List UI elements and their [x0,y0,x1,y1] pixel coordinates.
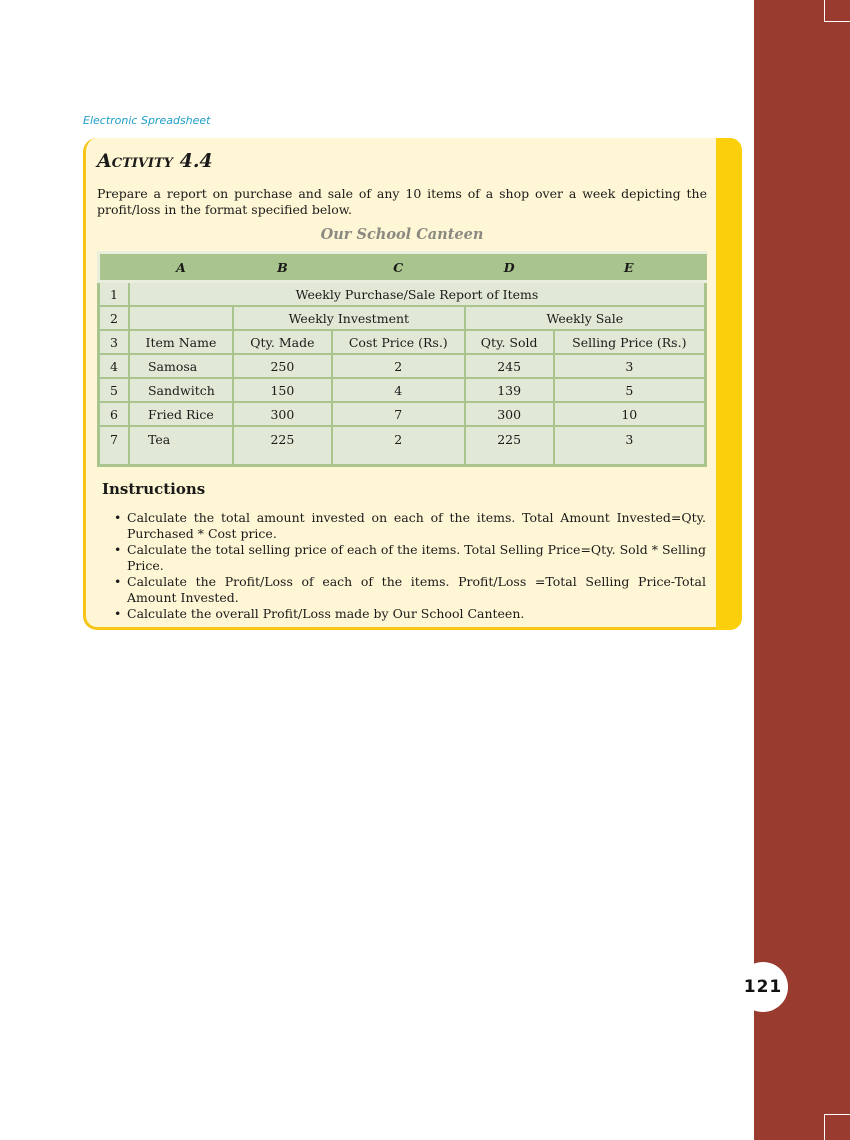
instruction-text: Calculate the overall Profit/Loss made by Our School Canteen. [127,606,525,621]
instruction-text: Calculate the Profit/Loss of each of the items. Profit/Loss =Total Selling Price-Total Amount Invested. [127,574,706,605]
data-cell: 2 [332,426,465,466]
table-row [99,282,706,307]
row-number: 5 [99,378,129,402]
header-cell: Qty. Sold [465,330,554,354]
group-header-investment: Weekly Investment [233,306,465,330]
bullet-icon: • [114,574,122,589]
crop-mark-top [824,0,850,22]
activity-box-accent-bar [716,138,742,630]
item-name-cell: Fried Rice [129,402,233,426]
row-number: 4 [99,354,129,378]
column-header: A [129,253,233,282]
table-row [99,426,706,466]
activity-title-word: Activity [97,150,173,172]
report-title-cell: Weekly Purchase/Sale Report of Items [129,282,706,307]
data-cell: 10 [554,402,706,426]
table-row [99,354,706,378]
row-number: 3 [99,330,129,354]
data-cell: 5 [554,378,706,402]
header-cell: Qty. Made [233,330,332,354]
instruction-text: Calculate the total selling price of each of the items. Total Selling Price=Qty. Sold * Selling Price. [127,542,706,573]
instructions-heading: Instructions [102,480,206,498]
column-header: B [233,253,332,282]
item-name-cell: Tea [129,426,233,466]
header-cell: Item Name [129,330,233,354]
data-cell: 225 [465,426,554,466]
table-caption: Our School Canteen [320,226,484,243]
table-row [99,330,706,354]
list-item [114,510,706,542]
row-number: 2 [99,306,129,330]
list-item [114,542,706,574]
row-number: 1 [99,282,129,307]
bullet-icon: • [114,510,122,525]
data-cell: 150 [233,378,332,402]
instruction-text: Calculate the total amount invested on each of the items. Total Amount Invested=Qty. Purchased * Cost price. [127,510,706,541]
data-cell: 300 [465,402,554,426]
table-row [99,378,706,402]
empty-cell [129,306,233,330]
page-number: 121 [738,962,788,1012]
header-cell: Selling Price (Rs.) [554,330,706,354]
activity-title [97,150,213,172]
activity-title-number: 4.4 [179,150,213,172]
data-cell: 300 [233,402,332,426]
column-header-row [99,253,706,282]
column-header: D [465,253,554,282]
data-cell: 245 [465,354,554,378]
data-cell: 7 [332,402,465,426]
data-cell: 225 [233,426,332,466]
table-row [99,402,706,426]
column-header: C [332,253,465,282]
instructions-list [114,510,706,622]
running-head: Electronic Spreadsheet [83,114,211,127]
spreadsheet-table [97,251,707,467]
data-cell: 139 [465,378,554,402]
corner-cell [99,253,129,282]
data-cell: 2 [332,354,465,378]
header-cell: Cost Price (Rs.) [332,330,465,354]
activity-intro: Prepare a report on purchase and sale of any 10 items of a shop over a week depicting the profit/loss in the format specified below. [97,186,707,217]
data-cell: 3 [554,354,706,378]
row-number: 6 [99,402,129,426]
data-cell: 250 [233,354,332,378]
crop-mark-bottom [824,1114,850,1140]
bullet-icon: • [114,606,122,621]
list-item [114,574,706,606]
row-number: 7 [99,426,129,466]
data-cell: 3 [554,426,706,466]
table-row [99,306,706,330]
item-name-cell: Sandwitch [129,378,233,402]
column-header: E [554,253,706,282]
group-header-sale: Weekly Sale [465,306,706,330]
item-name-cell: Samosa [129,354,233,378]
bullet-icon: • [114,542,122,557]
data-cell: 4 [332,378,465,402]
list-item [114,606,706,622]
